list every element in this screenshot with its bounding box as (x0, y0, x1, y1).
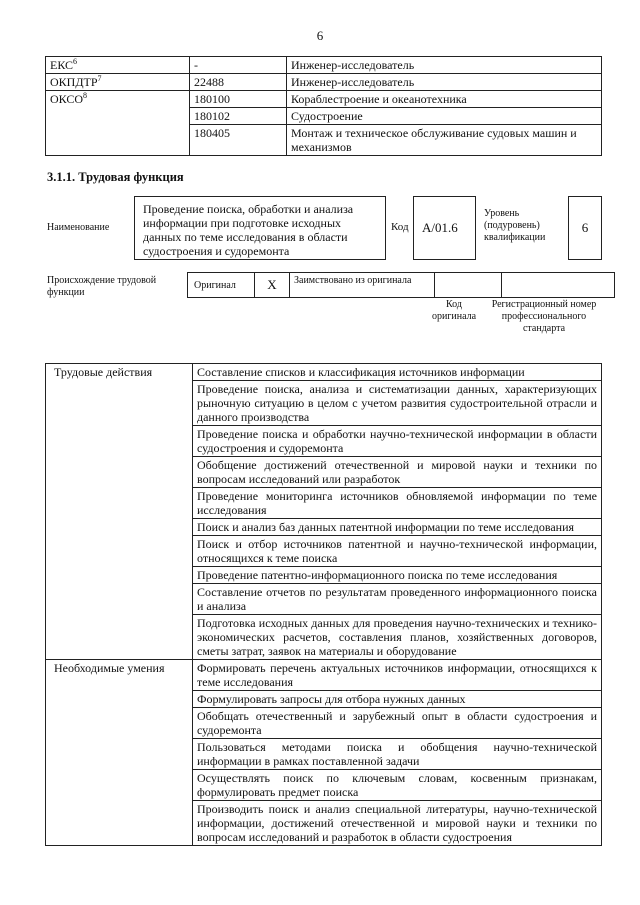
labor-action-item: Проведение поиска и обработки научно-технической информации в области судостроения и судоремонта (193, 426, 602, 457)
registration-number-cell (502, 273, 614, 297)
code-type-cell: ЕКС$^6$ (46, 57, 190, 74)
level-label (484, 208, 562, 244)
code-cell: 22488 (190, 74, 287, 91)
labor-action-item: Подготовка исходных данных для проведения научно-технических и технико-экономических расчетов, составления планов, хозяйственных договоров, сметы затрат, заявок на материалы и оборудование (193, 615, 602, 660)
labor-action-item: Составление списков и классификация источников информации (193, 364, 602, 381)
labor-functions-table (45, 363, 602, 846)
function-code-box: A/01.6 (413, 196, 476, 260)
skill-item: Формировать перечень актуальных источников информации, относящихся к теме исследования (193, 660, 602, 691)
table-row (46, 74, 602, 91)
skill-item: Пользоваться методами поиска и обобщения научно-технической информации в рамках поставленной задачи (193, 739, 602, 770)
code-cell: 180405 (190, 125, 287, 156)
labor-action-item: Проведение мониторинга источников обновляемой информации по теме исследования (193, 488, 602, 519)
labor-action-item: Проведение патентно-информационного поиска по теме исследования (193, 567, 602, 584)
code-caption: Код оригинала (431, 299, 477, 322)
origin-label: Происхождение трудовой функции (47, 275, 157, 298)
labor-action-item: Составление отчетов по результатам проведенного информационного поиска и анализа (193, 584, 602, 615)
original-code-cell (435, 273, 502, 297)
name-cell: Монтаж и техническое обслуживание судовых машин и механизмов (287, 125, 602, 156)
labor-actions-header: Трудовые действия (46, 364, 193, 660)
borrowed-label: Заимствовано из оригинала (290, 273, 435, 297)
labor-action-item: Поиск и анализ баз данных патентной информации по теме исследования (193, 519, 602, 536)
section-title: 3.1.1. Трудовая функция (47, 170, 184, 184)
labor-action-item: Поиск и отбор источников патентной и научно-технической информации, относящихся к теме поиска (193, 536, 602, 567)
code-cell: 180100 (190, 91, 287, 108)
name-cell: Инженер-исследователь (287, 57, 602, 74)
skill-item: Производить поиск и анализ специальной литературы, научно-технической информации, достижений отечественной и мировой науки и техники по вопросам исследований и разработок в области судостроения (193, 801, 602, 846)
original-label: Оригинал (188, 273, 255, 297)
code-cell: - (190, 57, 287, 74)
skill-item: Обобщать отечественный и зарубежный опыт в области судостроения и судоремонта (193, 708, 602, 739)
classification-table (45, 56, 602, 156)
name-cell: Судостроение (287, 108, 602, 125)
level-label-text: Уровень (подуровень) квалификации (484, 208, 546, 243)
name-label: Наименование (47, 222, 110, 233)
code-type-cell: ОКПДТР$^7$ (46, 74, 190, 91)
labor-action-item: Проведение поиска, анализа и систематизации данных, характеризующих рыночную ситуацию в целом с учетом развития судостроительной отрасли и данного производства (193, 381, 602, 426)
registration-caption: Регистрационный номер профессионального стандарта (491, 299, 597, 334)
name-cell: Кораблестроение и океанотехника (287, 91, 602, 108)
original-mark: X (255, 273, 290, 297)
page-number: 6 (316, 28, 324, 43)
skill-item: Осуществлять поиск по ключевым словам, косвенным признакам, формулировать предмет поиска (193, 770, 602, 801)
table-row (46, 91, 602, 108)
table-row (46, 364, 602, 381)
table-row (46, 57, 602, 74)
labor-action-item: Обобщение достижений отечественной и мировой науки и техники по вопросам исследований или разработок (193, 457, 602, 488)
skill-item: Формулировать запросы для отбора нужных данных (193, 691, 602, 708)
skills-header: Необходимые умения (46, 660, 193, 846)
code-cell: 180102 (190, 108, 287, 125)
name-cell: Инженер-исследователь (287, 74, 602, 91)
table-row (46, 660, 602, 691)
code-type-cell: ОКСО$^8$ (46, 91, 190, 156)
function-name-box: Проведение поиска, обработки и анализа информации при подготовке исходных данных по теме исследования в области судостроения и судоремонта (134, 196, 386, 260)
origin-row (187, 272, 615, 298)
qualification-level-box: 6 (568, 196, 602, 260)
code-label: Код (391, 221, 409, 233)
